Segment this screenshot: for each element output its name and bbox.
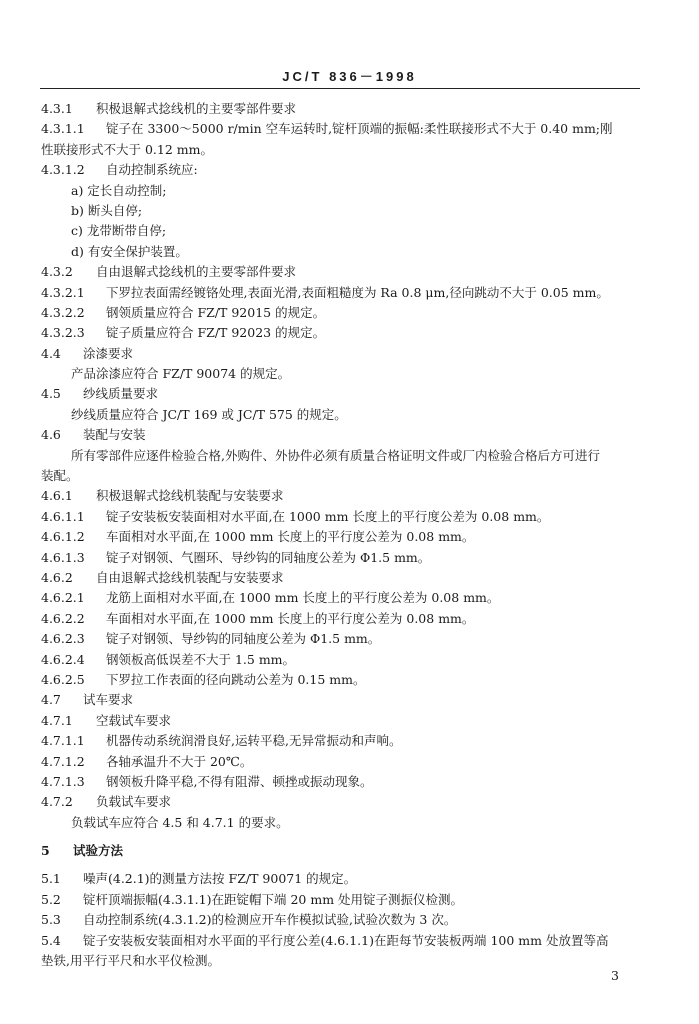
clause-line <box>41 752 641 772</box>
clause-text: 积极退解式捻线机的主要零部件要求 <box>96 101 297 116</box>
clause-number: 4.3.1 <box>41 101 73 116</box>
clause-text: 钢领板升降平稳,不得有阻滞、顿挫或振动现象。 <box>106 773 373 789</box>
clause-text: 积极退解式捻线机装配与安装要求 <box>96 488 284 504</box>
clause-number: 5.2 <box>41 891 61 907</box>
clause-number: 4.7.1.2 <box>41 753 85 769</box>
clause-line <box>41 405 641 425</box>
section-number: 5 <box>41 843 50 859</box>
page-number: 3 <box>611 968 619 983</box>
clause-line <box>41 99 641 119</box>
standard-header: JC/T 836－1998 <box>282 69 417 84</box>
clause-line <box>41 548 641 568</box>
clause-text: 龙筋上面相对水平面,在 1000 mm 长度上的平行度公差为 0.08 mm。 <box>106 590 500 606</box>
clause-line <box>41 951 641 971</box>
clause-text: 负载试车应符合 4.5 和 4.7.1 的要求。 <box>71 814 289 830</box>
clause-text: 产品涂漆应符合 FZ/T 90074 的规定。 <box>71 366 291 382</box>
clause-line <box>41 813 641 833</box>
clause-text: 纱线质量应符合 JC/T 169 或 JC/T 575 的规定。 <box>71 406 347 422</box>
clause-text: 自由退解式捻线机装配与安装要求 <box>96 569 284 585</box>
clause-number: 4.7.1.3 <box>41 773 85 789</box>
clause-text: 涂漆要求 <box>83 345 134 361</box>
clause-text: 纱线质量要求 <box>83 386 159 402</box>
section-5-clauses <box>41 869 641 971</box>
clause-line <box>41 890 641 910</box>
clause-line <box>41 466 641 486</box>
clause-text: 性联接形式不大于 0.12 mm。 <box>41 141 213 157</box>
clause-line <box>41 181 641 201</box>
clause-text: c) 龙带断带自停; <box>71 223 167 239</box>
clause-text: 下罗拉表面需经镀铬处理,表面光滑,表面粗糙度为 Ra 0.8 μm,径向跳动不大于 0.05 mm。 <box>106 284 609 300</box>
clause-text: a) 定长自动控制; <box>71 182 167 198</box>
clause-text: 所有零部件应逐件检验合格,外购件、外协件必须有质量合格证明文件或厂内检验合格后方可进行 <box>71 447 600 463</box>
clause-number: 5.3 <box>41 912 61 928</box>
clause-text: 锭子安装板安装面相对水平面的平行度公差(4.6.1.1)在距每节安装板两端 100 mm 处放置等高 <box>83 932 609 948</box>
clause-line <box>41 910 641 930</box>
header-rule <box>40 88 640 89</box>
clause-number: 4.6.2 <box>41 569 73 585</box>
clause-text: 锭杆顶端振幅(4.3.1.1)在距锭帽下端 20 mm 处用锭子测振仪检测。 <box>83 891 464 907</box>
clause-text: 锭子安装板安装面相对水平面,在 1000 mm 长度上的平行度公差为 0.08 mm。 <box>106 508 550 524</box>
clause-text: 下罗拉工作表面的径向跳动公差为 0.15 mm。 <box>106 671 366 687</box>
clause-line <box>41 262 641 282</box>
clause-line <box>41 160 641 180</box>
clause-line <box>41 711 641 731</box>
clause-number: 4.6.2.3 <box>41 631 85 647</box>
clause-text: 钢领板高低误差不大于 1.5 mm。 <box>106 651 296 667</box>
clause-line <box>41 425 641 445</box>
clause-text: 车面相对水平面,在 1000 mm 长度上的平行度公差为 0.08 mm。 <box>106 610 475 626</box>
document-body <box>41 99 641 971</box>
clause-line <box>41 568 641 588</box>
section-title: 试验方法 <box>73 843 124 859</box>
clause-number: 4.3.2 <box>41 264 73 280</box>
clause-text: 装配。 <box>41 468 79 484</box>
clause-line <box>41 670 641 690</box>
clause-line <box>41 869 641 889</box>
clause-text: 自动控制系统应: <box>106 162 198 178</box>
clause-number: 4.6.2.1 <box>41 590 85 606</box>
clause-number: 4.3.2.1 <box>41 284 85 300</box>
clause-number: 4.3.1.1 <box>41 121 85 137</box>
clause-line <box>41 283 641 303</box>
clause-line <box>41 201 641 221</box>
clause-text: 噪声(4.2.1)的测量方法按 FZ/T 90071 的规定。 <box>83 871 357 887</box>
clause-line <box>41 242 641 262</box>
clause-line <box>41 119 641 139</box>
clause-line <box>41 527 641 547</box>
clause-number: 4.3.2.3 <box>41 325 85 341</box>
clause-number: 4.7.1 <box>41 712 73 728</box>
clause-text: 试车要求 <box>83 692 134 708</box>
clause-line <box>41 384 641 404</box>
clause-text: 钢领质量应符合 FZ/T 92015 的规定。 <box>106 304 326 320</box>
clause-number: 4.6 <box>41 427 61 443</box>
clause-line <box>41 323 641 343</box>
clause-number: 4.6.1.3 <box>41 549 85 565</box>
clause-text: 空载试车要求 <box>96 712 172 728</box>
clause-line <box>41 364 641 384</box>
clause-line <box>41 690 641 710</box>
clause-line <box>41 650 641 670</box>
clause-number: 4.7.1.1 <box>41 733 85 749</box>
clause-number: 4.6.1.2 <box>41 529 85 545</box>
clause-line <box>41 507 641 527</box>
clause-text: 各轴承温升不大于 20℃。 <box>106 753 253 769</box>
clause-text: 机器传动系统润滑良好,运转平稳,无异常振动和声响。 <box>106 733 402 749</box>
clause-line <box>41 221 641 241</box>
clause-number: 4.3.2.2 <box>41 304 85 320</box>
clause-number: 4.6.2.2 <box>41 610 85 626</box>
clause-number: 5.1 <box>41 871 61 887</box>
clause-text: 锭子对钢领、导纱钩的同轴度公差为 Φ1.5 mm。 <box>106 631 381 647</box>
clause-line <box>41 588 641 608</box>
clause-text: 自由退解式捻线机的主要零部件要求 <box>96 264 297 280</box>
clause-number: 4.4 <box>41 345 61 361</box>
clause-number: 4.7.2 <box>41 794 73 810</box>
spacer <box>41 861 641 869</box>
clause-text: 装配与安装 <box>83 427 146 443</box>
section-4-clauses <box>41 99 641 833</box>
clause-number: 4.6.2.4 <box>41 651 85 667</box>
clause-line <box>41 446 641 466</box>
clause-text: 自动控制系统(4.3.1.2)的检测应开车作模拟试验,试验次数为 3 次。 <box>83 912 457 928</box>
clause-line <box>41 731 641 751</box>
clause-number: 4.3.1.2 <box>41 162 85 178</box>
section-5-heading <box>41 841 641 861</box>
clause-text: 垫铁,用平行平尺和水平仪检测。 <box>41 953 220 969</box>
clause-number: 4.6.1.1 <box>41 508 85 524</box>
clause-text: 负载试车要求 <box>96 794 172 810</box>
clause-text: 锭子在 3300～5000 r/min 空车运转时,锭杆顶端的振幅:柔性联接形式不大于 0.40 mm;刚 <box>106 121 613 137</box>
clause-line <box>41 344 641 364</box>
clause-number: 4.5 <box>41 386 61 402</box>
clause-line <box>41 792 641 812</box>
clause-line <box>41 140 641 160</box>
clause-number: 4.6.1 <box>41 488 73 504</box>
clause-text: b) 断头自停; <box>71 202 143 218</box>
clause-line <box>41 609 641 629</box>
clause-line <box>41 486 641 506</box>
clause-line <box>41 629 641 649</box>
clause-number: 5.4 <box>41 932 61 948</box>
spacer <box>41 833 641 841</box>
clause-text: 锭子对钢领、气圈环、导纱钩的同轴度公差为 Φ1.5 mm。 <box>106 549 431 565</box>
clause-text: 锭子质量应符合 FZ/T 92023 的规定。 <box>106 325 326 341</box>
clause-line <box>41 772 641 792</box>
clause-line <box>41 931 641 951</box>
clause-text: 车面相对水平面,在 1000 mm 长度上的平行度公差为 0.08 mm。 <box>106 529 475 545</box>
clause-number: 4.7 <box>41 692 61 708</box>
clause-text: d) 有安全保护装置。 <box>71 243 188 259</box>
clause-number: 4.6.2.5 <box>41 671 85 687</box>
clause-line <box>41 303 641 323</box>
